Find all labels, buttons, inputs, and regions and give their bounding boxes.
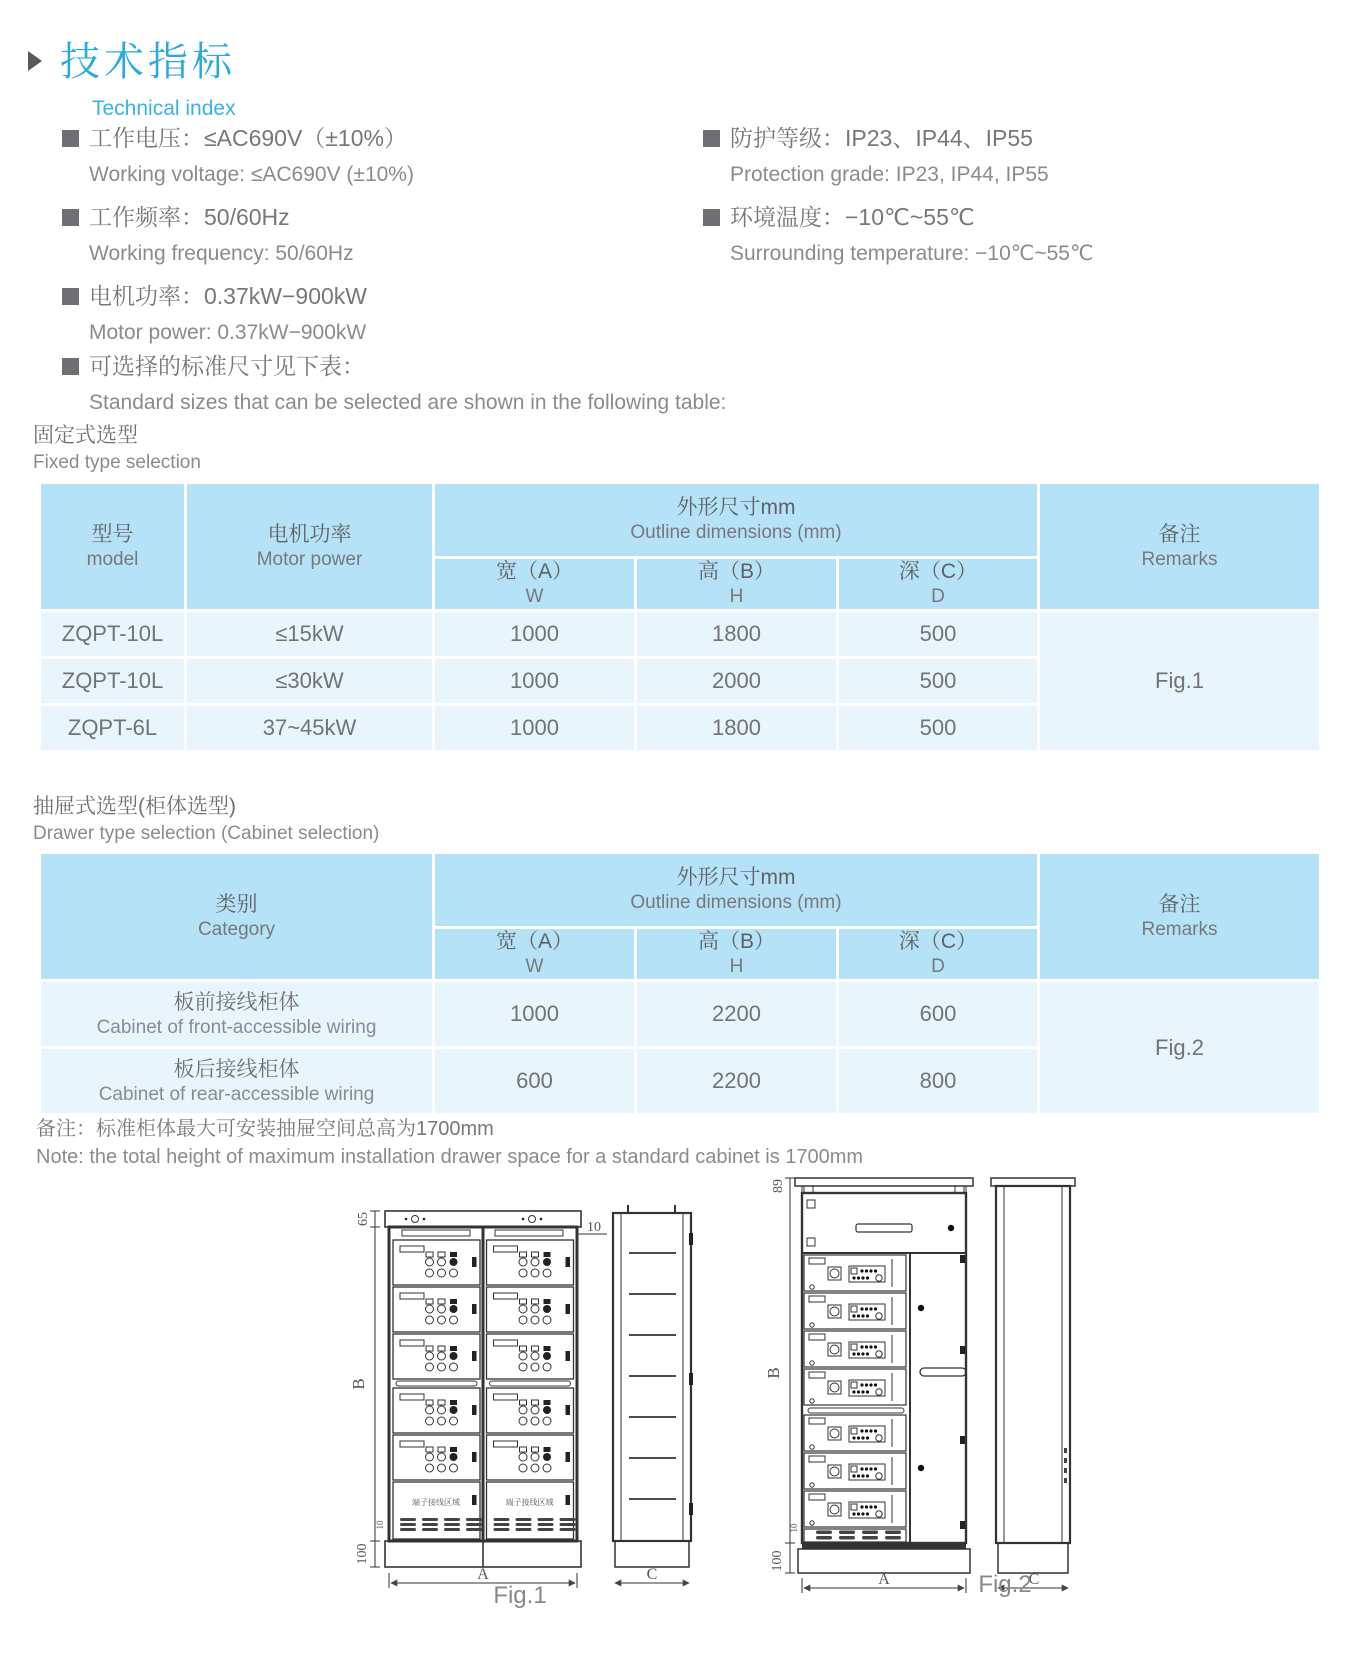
col-header-height: 高（B） H (637, 559, 836, 609)
col-header-remarks: 备注 Remarks (1040, 854, 1319, 979)
cell-remark: Fig.2 (1040, 982, 1319, 1113)
col-header-height: 高（B） H (637, 929, 836, 979)
col-header-depth: 深（C） D (839, 559, 1037, 609)
fig2-dim-C: C (1028, 1571, 1040, 1588)
col-header-model: 型号 model (41, 484, 184, 609)
cell-depth: 500 (839, 659, 1037, 703)
page-title-cn: 技术指标 (60, 40, 236, 84)
square-bullet-icon (62, 209, 79, 226)
square-bullet-icon (62, 288, 79, 305)
spec-column-right (703, 122, 1094, 280)
fig1-terminal-area-label: 端子接线区域 (412, 1498, 460, 1507)
table-intro-cn: 可选择的标准尺寸见下表： (62, 350, 726, 382)
cell-width: 1000 (435, 612, 634, 656)
cell-width: 1000 (435, 659, 634, 703)
spec-motor-power-cn: 电机功率：0.37kW−900kW (62, 280, 414, 312)
col-header-motor-power: 电机功率 Motor power (187, 484, 432, 609)
fig2-drawer-cabinet-drawing (698, 1118, 1083, 1610)
table-intro-en: Standard sizes that can be selected are shown in the following table: (89, 391, 727, 414)
cell-width: 600 (435, 1049, 634, 1113)
fig1-dim-A: A (477, 1566, 489, 1583)
col-header-depth: 深（C） D (839, 929, 1037, 979)
col-header-outline-dimensions: 外形尺寸mm Outline dimensions (mm) (435, 854, 1037, 926)
cell-category: 板后接线柜体 Cabinet of rear-accessible wiring (41, 1049, 432, 1113)
cell-power: ≤30kW (187, 659, 432, 703)
cell-height: 1800 (637, 706, 836, 750)
square-bullet-icon (62, 130, 79, 147)
page-title-en: Technical index (92, 97, 236, 120)
col-header-width: 宽（A） W (435, 559, 634, 609)
cell-height: 2200 (637, 1049, 836, 1113)
fig2-dim-89: 89 (771, 1179, 786, 1193)
cell-width: 1000 (435, 982, 634, 1046)
footnote-cn: 备注：标准柜体最大可安装抽屉空间总高为1700mm (36, 1118, 494, 1140)
col-header-outline-dimensions: 外形尺寸mm Outline dimensions (mm) (435, 484, 1037, 556)
fig1-dim-B: B (349, 1378, 368, 1390)
cell-power: ≤15kW (187, 612, 432, 656)
cell-depth: 500 (839, 612, 1037, 656)
fig1-dim-100: 100 (355, 1543, 370, 1565)
fixed-section-cn: 固定式选型 (33, 424, 138, 447)
spec-motor-power-en: Motor power: 0.37kW−900kW (89, 321, 367, 344)
fig2-top-cap (795, 1178, 973, 1193)
cell-category: 板前接线柜体 Cabinet of front-accessible wiring (41, 982, 432, 1046)
table-row (41, 982, 1319, 1046)
footnote-en: Note: the total height of maximum installation drawer space for a standard cabinet is 1700mm (36, 1146, 864, 1168)
fig1-dim-C: C (646, 1566, 658, 1583)
fig2-base (802, 1543, 966, 1549)
fig1-dim-10-top: 10 (587, 1220, 601, 1235)
fixed-type-table (38, 481, 1322, 753)
cell-model: ZQPT-6L (41, 706, 184, 750)
spec-protection-grade-en: Protection grade: IP23, IP44, IP55 (730, 163, 1049, 186)
cell-remark: Fig.1 (1040, 612, 1319, 750)
fig1-fixed-cabinet-drawing (345, 1133, 700, 1608)
table-row (41, 612, 1319, 656)
fixed-section-en: Fixed type selection (33, 452, 201, 473)
spec-surrounding-temperature-cn: 环境温度：−10℃~55℃ (703, 201, 1094, 233)
cell-height: 2000 (637, 659, 836, 703)
cell-height: 2200 (637, 982, 836, 1046)
spec-working-frequency-en: Working frequency: 50/60Hz (89, 242, 354, 265)
fig1-side-view (613, 1205, 693, 1567)
cell-depth: 800 (839, 1049, 1037, 1113)
col-header-remarks: 备注 Remarks (1040, 484, 1319, 609)
drawer-section-cn: 抽屉式选型(柜体选型) (33, 795, 236, 818)
page-header (28, 30, 236, 121)
drawer-section-label (33, 793, 379, 847)
fig2-dim-A: A (878, 1571, 890, 1588)
fig2-caption: Fig.2 (978, 1571, 1032, 1598)
fig2-dim-100: 100 (770, 1550, 785, 1572)
spec-surrounding-temperature-en: Surrounding temperature: −10℃~55℃ (730, 242, 1094, 265)
fig1-top-strip (385, 1211, 581, 1227)
fig2-right-door (918, 1255, 966, 1529)
square-bullet-icon (703, 209, 720, 226)
cell-height: 1800 (637, 612, 836, 656)
square-bullet-icon (703, 130, 720, 147)
spec-working-frequency-cn: 工作频率：50/60Hz (62, 201, 414, 233)
fig1-terminal-area-label: 端子接线区域 (505, 1498, 554, 1507)
col-header-category: 类别 Category (41, 854, 432, 979)
drawer-section-en: Drawer type selection (Cabinet selection) (33, 823, 380, 844)
cell-depth: 500 (839, 706, 1037, 750)
cell-model: ZQPT-10L (41, 659, 184, 703)
fig2-dim-B: B (764, 1367, 783, 1379)
spec-column-left (62, 122, 414, 359)
fixed-section-label (33, 422, 201, 476)
spec-working-voltage-cn: 工作电压：≤AC690V（±10%） (62, 122, 414, 154)
fig2-dim-10-small: 10 (789, 1523, 799, 1533)
fig1-caption: Fig.1 (493, 1582, 547, 1609)
drawer-type-table (38, 851, 1322, 1116)
cell-model: ZQPT-10L (41, 612, 184, 656)
fig1-dim-65: 65 (356, 1212, 371, 1226)
cell-width: 1000 (435, 706, 634, 750)
spec-working-voltage-en: Working voltage: ≤AC690V (±10%) (89, 163, 414, 186)
square-bullet-icon (62, 358, 79, 375)
col-header-width: 宽（A） W (435, 929, 634, 979)
fig2-side-view (991, 1178, 1075, 1573)
table-intro (62, 350, 726, 429)
triangle-bullet-icon (28, 51, 42, 71)
cell-depth: 600 (839, 982, 1037, 1046)
cell-power: 37~45kW (187, 706, 432, 750)
spec-protection-grade-cn: 防护等级：IP23、IP44、IP55 (703, 122, 1094, 154)
fig1-dim-10-small: 10 (375, 1520, 385, 1530)
